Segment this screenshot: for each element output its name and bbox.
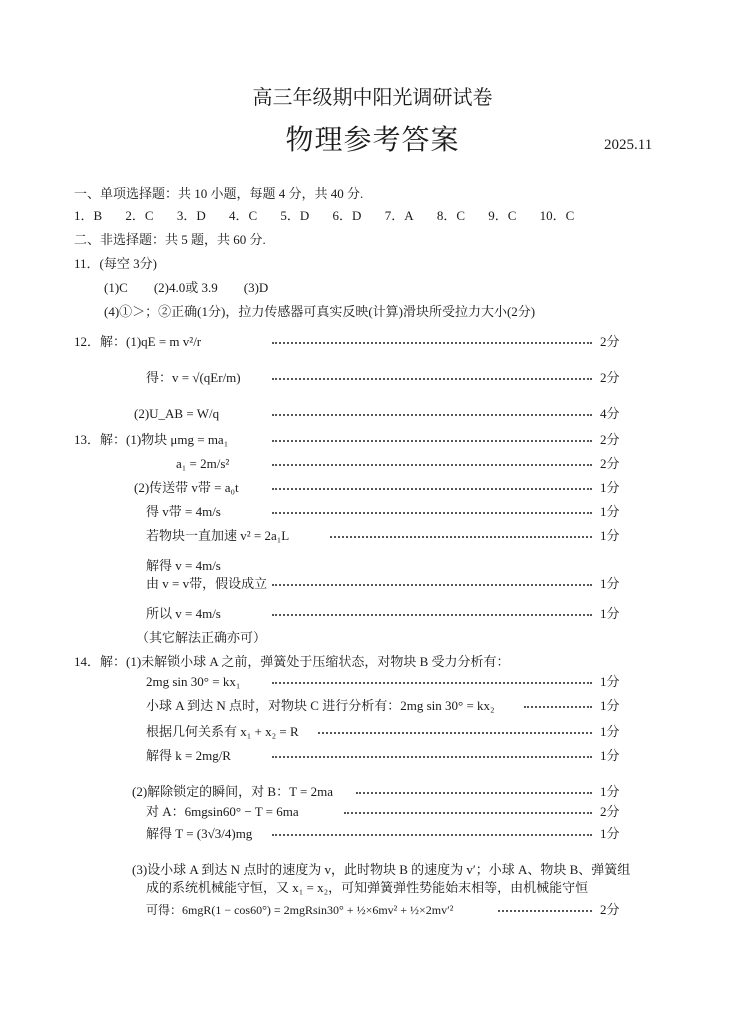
score-value: 2分 <box>600 370 620 385</box>
mcq-answer: 6．D <box>332 208 362 223</box>
mcq-answer: 9．C <box>488 208 517 223</box>
exam-date: 2025.11 <box>604 137 653 153</box>
mcq-answer: 4．C <box>228 208 258 223</box>
q13-step: 解得 v = 4m/s <box>146 558 221 573</box>
score-value: 1分 <box>600 576 620 591</box>
q13-step: 所以 v = 4m/s <box>146 606 221 621</box>
score-leader <box>272 756 592 758</box>
exam-title: 高三年级期中阳光调研试卷 <box>252 87 493 109</box>
score-leader <box>272 464 592 466</box>
q14-step: (2)解除锁定的瞬间，对 B：T = 2ma <box>132 784 333 799</box>
score-leader <box>272 682 592 684</box>
score-leader <box>318 732 592 734</box>
q14-step: 2mg sin 30° = kx₁ <box>146 674 241 689</box>
q14-step: 解得 T = (3√3/4)mg <box>146 826 253 841</box>
score-leader <box>272 414 592 416</box>
mcq-answer: 3．D <box>176 208 206 223</box>
q14-step: 根据几何关系有 x₁ + x₂ = R <box>146 724 299 739</box>
q12-step: (2)U_AB = W/q <box>134 406 220 421</box>
q13-note: （其它解法正确亦可） <box>136 630 267 645</box>
q13-step: 由 v = v带，假设成立 <box>146 576 268 591</box>
mcq-answer-row <box>74 208 594 224</box>
score-leader <box>272 584 592 586</box>
q14-step: 小球 A 到达 N 点时，对物块 C 进行分析有：2mg sin 30° = kx₂ <box>146 698 495 713</box>
q13-step: (2)传送带 v带 = a₀t <box>134 480 239 495</box>
score-value: 1分 <box>600 698 620 713</box>
mcq-answer: 5．D <box>280 208 310 223</box>
q11-answers-line2: (4)①＞；②正确(1分)，拉力传感器可真实反映(计算)滑块所受拉力大小(2分) <box>104 304 536 319</box>
score-value: 2分 <box>600 804 620 819</box>
section2-heading: 二、非选择题：共 5 题，共 60 分. <box>74 232 266 247</box>
score-value: 1分 <box>600 674 620 689</box>
score-leader <box>272 342 592 344</box>
score-leader <box>272 488 592 490</box>
score-leader <box>524 706 592 708</box>
score-value: 2分 <box>600 902 620 917</box>
score-value: 1分 <box>600 724 620 739</box>
q12-step: 得：v = √(qEr/m) <box>146 370 241 385</box>
score-value: 1分 <box>600 784 620 799</box>
q14-intro: 14．解：(1)未解锁小球 A 之前，弹簧处于压缩状态，对物块 B 受力分析有： <box>74 654 510 669</box>
q13-step: 得 v带 = 4m/s <box>146 504 221 519</box>
mcq-answer: 1．B <box>74 208 103 223</box>
answer-title: 物理参考答案 <box>285 125 460 156</box>
q14-final-equation: 可得：6mgR(1 − cos60°) = 2mgRsin30° + ½×6mv² + ½×2mv′² <box>146 903 454 917</box>
mcq-answer: 10．C <box>539 208 575 223</box>
score-value: 2分 <box>600 456 620 471</box>
score-leader <box>272 378 592 380</box>
score-value: 1分 <box>600 826 620 841</box>
q14-step: 解得 k = 2mg/R <box>146 748 231 763</box>
score-value: 1分 <box>600 480 620 495</box>
score-leader <box>272 440 592 442</box>
score-leader <box>272 834 592 836</box>
q14-part3-line2: 成的系统机械能守恒，又 x₁ = x₂，可知弹簧弹性势能始末相等，由机械能守恒 <box>146 880 589 895</box>
score-value: 2分 <box>600 432 620 447</box>
score-leader <box>272 614 592 616</box>
q14-part3-line1: (3)设小球 A 到达 N 点时的速度为 v，此时物块 B 的速度为 v′；小球 A、物块 B、弹簧组 <box>132 862 631 877</box>
score-value: 1分 <box>600 748 620 763</box>
q11-answers-line1: (1)C (2)4.0或 3.9 (3)D <box>104 280 269 295</box>
score-leader <box>498 910 592 912</box>
q14-step: 对 A：6mgsin60° − T = 6ma <box>146 804 299 819</box>
mcq-answer: 2．C <box>125 208 154 223</box>
q11-label: 11．(每空 3分) <box>74 256 157 271</box>
mcq-answer: 8．C <box>436 208 465 223</box>
score-value: 1分 <box>600 504 620 519</box>
score-value: 2分 <box>600 334 620 349</box>
score-leader <box>272 512 592 514</box>
mcq-answer: 7．A <box>384 208 414 223</box>
score-leader <box>356 792 592 794</box>
section1-heading: 一、单项选择题：共 10 小题，每题 4 分，共 40 分. <box>74 186 364 201</box>
score-leader <box>330 536 592 538</box>
q13-step: 13．解：(1)物块 μmg = ma₁ <box>74 432 229 447</box>
score-value: 4分 <box>600 406 620 421</box>
q12-step: 12．解：(1)qE = m v²/r <box>74 334 202 349</box>
q13-step: a₁ = 2m/s² <box>176 456 230 471</box>
score-value: 1分 <box>600 606 620 621</box>
score-leader <box>344 812 592 814</box>
score-value: 1分 <box>600 528 620 543</box>
q13-step: 若物块一直加速 v² = 2a₁L <box>146 528 290 543</box>
